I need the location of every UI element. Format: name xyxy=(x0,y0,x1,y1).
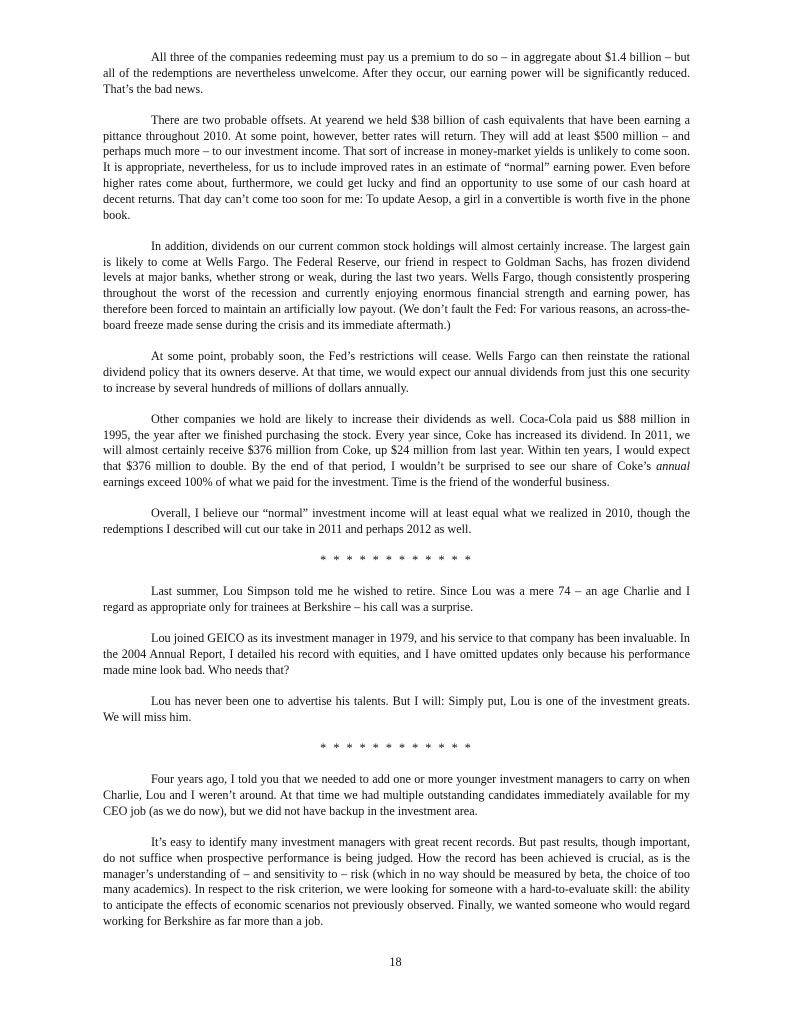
coca-cola-text-after: earnings exceed 100% of what we paid for the investment. Time is the friend of the wonderful business. xyxy=(103,474,610,489)
paragraph-manager-criteria: It’s easy to identify many investment managers with great recent records. But past results, though important, do not suffice when prospective performance is being judged. How the record has been achieved is crucial, as is the manager’s understanding of – and sensitivity to – risk (which in no way should be measured by beta, the choice of too many academics). In respect to the risk criterion, we were looking for someone with a hard-to-evaluate skill: the ability to anticipate the effects of economic scenarios not previously observed. Finally, we wanted someone who would regard working for Berkshire as far more than a job. xyxy=(103,834,690,928)
paragraph-coca-cola-dividends xyxy=(103,412,690,491)
section-separator: * * * * * * * * * * * * xyxy=(320,741,473,755)
section-separator: * * * * * * * * * * * * xyxy=(320,553,473,568)
paragraph-lou-retire: Last summer, Lou Simpson told me he wished to retire. Since Lou was a mere 74 – an age Charlie and I regard as appropriate only for trainees at Berkshire – his call was a surprise. xyxy=(103,584,690,615)
coca-cola-text-before: Other companies we hold are likely to increase their dividends as well. Coca-Cola paid us $88 million in 1995, the year after we finished purchasing the stock. Every year since, Coke has increased its dividend. In 2011, we will almost certainly receive $376 million from Coke, up $24 million from last year. Within ten years, I would expect that $376 million to double. By the end of that period, I wouldn’t be surprised to see our share of Coke’s xyxy=(103,411,690,474)
paragraph-lou-geico: Lou joined GEICO as its investment manager in 1979, and his service to that company has been invaluable. In the 2004 Annual Report, I detailed his record with equities, and I have omitted updates only because his performance made mine look bad. Who needs that? xyxy=(103,631,690,677)
letter-page-body xyxy=(103,50,690,945)
paragraph-probable-offsets: There are two probable offsets. At yearend we held $38 billion of cash equivalents that have been earning a pittance throughout 2010. At some point, however, better rates will return. They will add at least $500 million – and perhaps much more – to our investment income. That sort of increase in money-market yields is unlikely to come soon. It is appropriate, nevertheless, for us to include improved rates in an estimate of “normal” earning power. Even before higher rates come about, furthermore, we could get lucky and find an opportunity to use some of our cash hoard at decent returns. That day can’t come too soon for me: To update Aesop, a girl in a convertible is worth five in the phone book. xyxy=(103,112,690,222)
paragraph-younger-managers: Four years ago, I told you that we needed to add one or more younger investment managers to carry on when Charlie, Lou and I weren’t around. At that time we had multiple outstanding candidates immediately available for my CEO job (as we do now), but we did not have backup in the investment area. xyxy=(103,772,690,818)
page-number: 18 xyxy=(389,955,402,969)
paragraph-lou-talents: Lou has never been one to advertise his talents. But I will: Simply put, Lou is one of the investment greats. We will miss him. xyxy=(103,694,690,724)
paragraph-dividends-increase: In addition, dividends on our current common stock holdings will almost certainly increase. The largest gain is likely to come at Wells Fargo. The Federal Reserve, our friend in respect to Goldman Sachs, has frozen dividend levels at major banks, whether strong or weak, during the last two years. Wells Fargo, though consistently prospering throughout the worst of the recession and currently enjoying enormous financial strength and earning power, has therefore been forced to maintain an artificially low payout. (We don’t fault the Fed: For various reasons, an across-the-board freeze made sense during the crisis and its immediate aftermath.) xyxy=(103,238,690,332)
paragraph-fed-restrictions: At some point, probably soon, the Fed’s restrictions will cease. Wells Fargo can then reinstate the rational dividend policy that its owners deserve. At that time, we would expect our annual dividends from just this one security to increase by several hundreds of millions of dollars annually. xyxy=(103,348,690,395)
coca-cola-emphasis: annual xyxy=(656,459,690,474)
paragraph-normal-income: Overall, I believe our “normal” investment income will at least equal what we realized in 2010, though the redemptions I described will cut our take in 2011 and perhaps 2012 as well. xyxy=(103,506,690,536)
paragraph-redemptions-premium: All three of the companies redeeming must pay us a premium to do so – in aggregate about $1.4 billion – but all of the redemptions are nevertheless unwelcome. After they occur, our earning power will be significantly reduced. That’s the bad news. xyxy=(103,50,690,96)
